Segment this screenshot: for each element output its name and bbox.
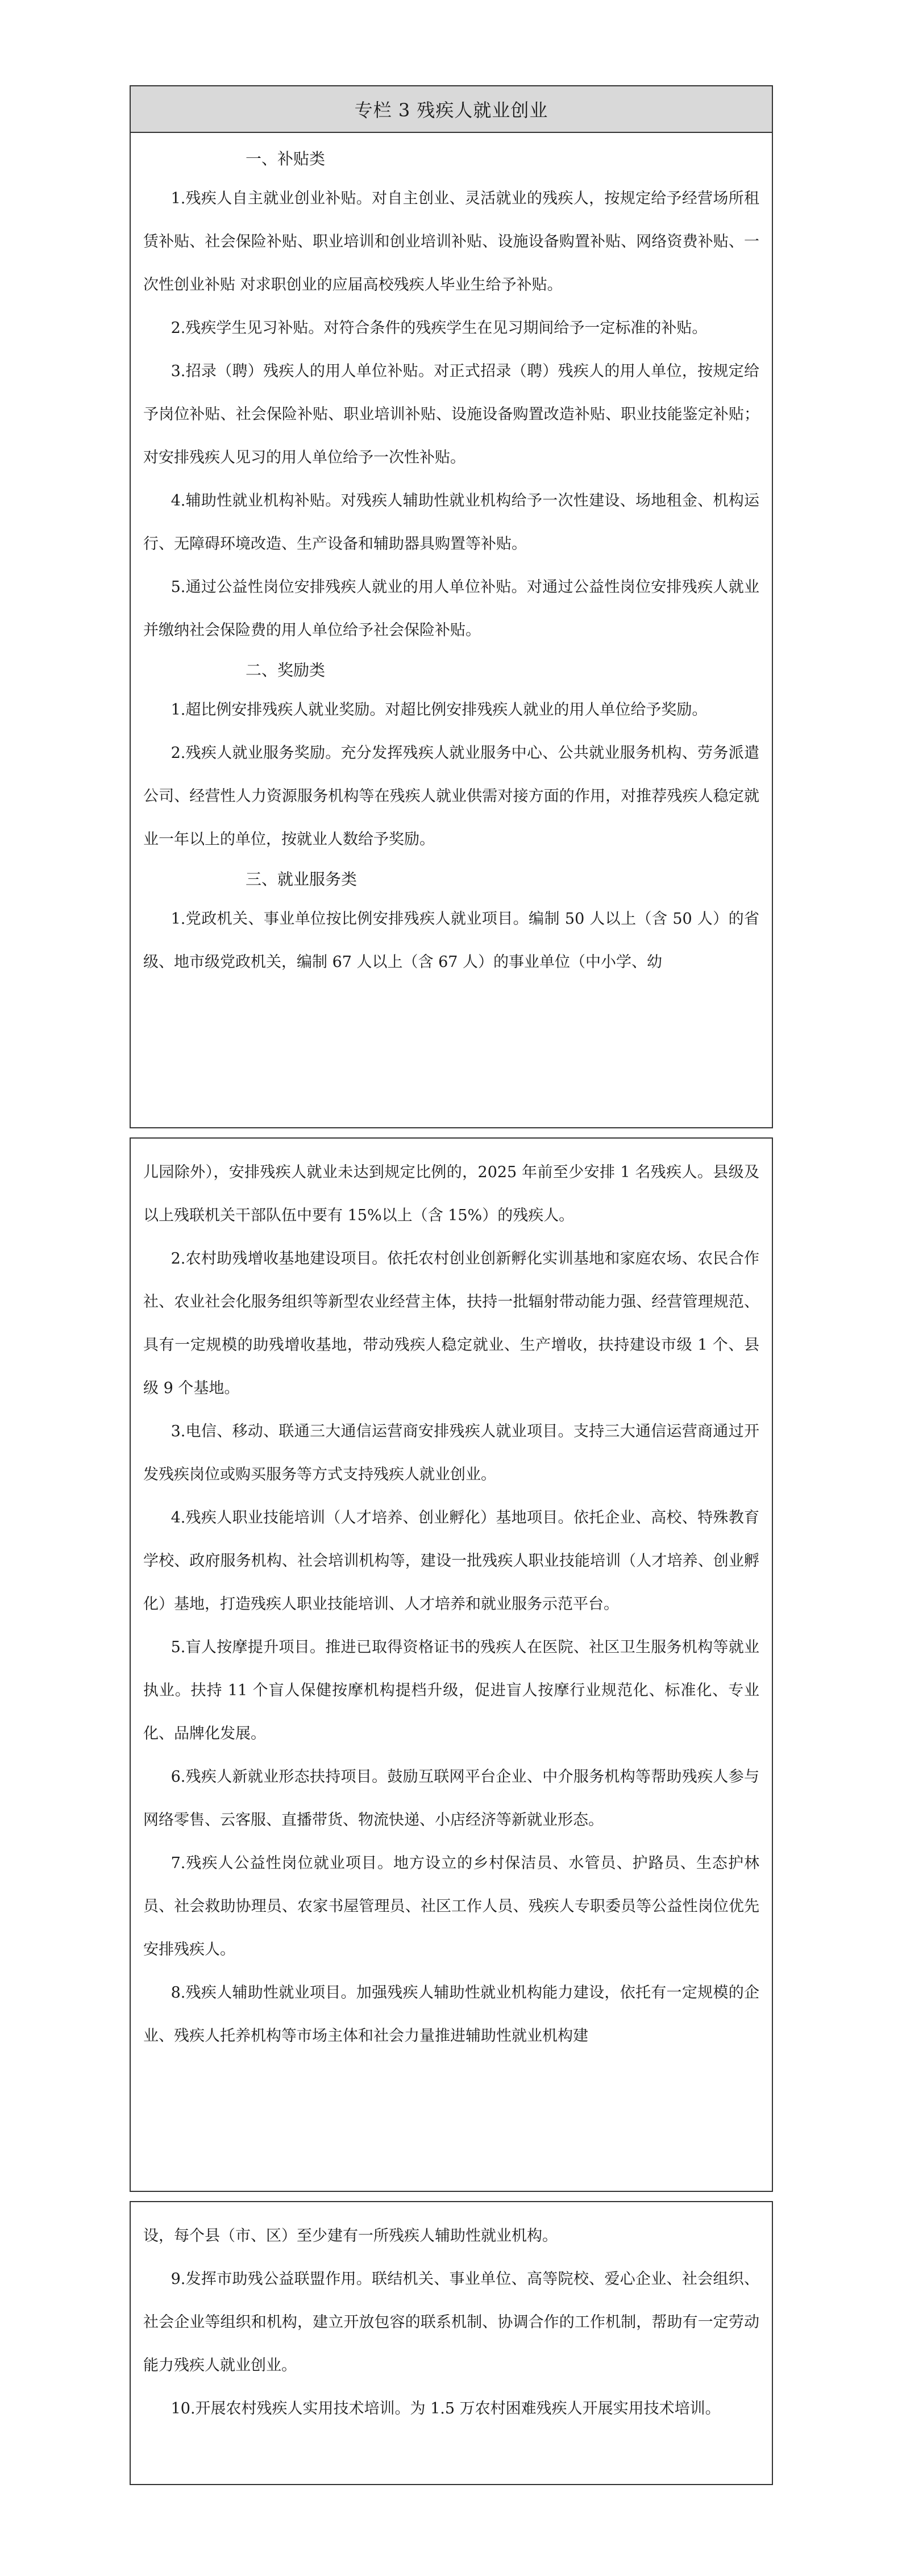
paragraph-continued: 儿园除外），安排残疾人就业未达到规定比例的，2025 年前至少安排 1 名残疾人。县级及以上残联机关干部队伍中要有 15%以上（含 15%）的残疾人。 [143,1164,759,1224]
paragraph: 3.电信、移动、联通三大通信运营商安排残疾人就业项目。支持三大通信运营商通过开发残疾岗位或购买服务等方式支持残疾人就业创业。 [143,1423,759,1483]
box3-content [131,2202,772,2431]
section-heading: 二、奖励类 [246,661,326,680]
paragraph: 6.残疾人新就业形态扶持项目。鼓励互联网平台企业、中介服务机构等帮助残疾人参与网络零售、云客服、直播带货、物流快递、小店经济等新就业形态。 [143,1768,759,1829]
paragraph: 2.残疾学生见习补贴。对符合条件的残疾学生在见习期间给予一定标准的补贴。 [171,319,708,337]
column-title: 专栏 3 残疾人就业创业 [131,86,772,133]
paragraph: 1.超比例安排残疾人就业奖励。对超比例安排残疾人就业的用人单位给予奖励。 [171,701,708,719]
paragraph: 2.残疾人就业服务奖励。充分发挥残疾人就业服务中心、公共就业服务机构、劳务派遣公司、经营性人力资源服务机构等在残疾人就业供需对接方面的作用，对推荐残疾人稳定就业一年以上的单位，按就业人数给予奖励。 [143,744,759,848]
paragraph: 10.开展农村残疾人实用技术培训。为 1.5 万农村困难残疾人开展实用技术培训。 [171,2400,721,2417]
paragraph: 4.残疾人职业技能培训（人才培养、创业孵化）基地项目。依托企业、高校、特殊教育学校、政府服务机构、社会培训机构等，建设一批残疾人职业技能培训（人才培养、创业孵化）基地，打造残疾人职业技能培训、人才培养和就业服务示范平台。 [143,1509,759,1613]
paragraph: 2.农村助残增收基地建设项目。依托农村创业创新孵化实训基地和家庭农场、农民合作社、农业社会化服务组织等新型农业经营主体，扶持一批辐射带动能力强、经营管理规范、具有一定规模的助残增收基地，带动残疾人稳定就业、生产增收，扶持建设市级 1 个、县级 9 个基地。 [143,1250,759,1397]
paragraph: 7.残疾人公益性岗位就业项目。地方设立的乡村保洁员、水管员、护路员、生态护林员、社会救助协理员、农家书屋管理员、社区工作人员、残疾人专职委员等公益性岗位优先安排残疾人。 [143,1854,759,1958]
paragraph: 8.残疾人辅助性就业项目。加强残疾人辅助性就业机构能力建设，依托有一定规模的企业、残疾人托养机构等市场主体和社会力量推进辅助性就业机构建 [143,1984,759,2045]
column-box-part-3 [130,2201,773,2485]
paragraph: 9.发挥市助残公益联盟作用。联结机关、事业单位、高等院校、爱心企业、社会组织、社会企业等组织和机构，建立开放包容的联系机制、协调合作的工作机制，帮助有一定劳动能力残疾人就业创业。 [143,2270,759,2374]
paragraph: 4.辅助性就业机构补贴。对残疾人辅助性就业机构给予一次性建设、场地租金、机构运行、无障碍环境改造、生产设备和辅助器具购置等补贴。 [143,492,759,553]
box2-content [131,1139,772,2058]
paragraph: 5.盲人按摩提升项目。推进已取得资格证书的残疾人在医院、社区卫生服务机构等就业执业。扶持 11 个盲人保健按摩机构提档升级，促进盲人按摩行业规范化、标准化、专业化、品牌化发展。 [143,1639,759,1743]
paragraph: 1.党政机关、事业单位按比例安排残疾人就业项目。编制 50 人以上（含 50 人）的省级、地市级党政机关，编制 67 人以上（含 67 人）的事业单位（中小学、幼 [143,910,759,971]
paragraph: 5.通过公益性岗位安排残疾人就业的用人单位补贴。对通过公益性岗位安排残疾人就业并缴纳社会保险费的用人单位给予社会保险补贴。 [143,578,759,639]
paragraph: 1.残疾人自主就业创业补贴。对自主创业、灵活就业的残疾人，按规定给予经营场所租赁补贴、社会保险补贴、职业培训和创业培训补贴、设施设备购置补贴、网络资费补贴、一次性创业补贴 对求职创业的应届高校残疾人毕业生给予补贴。 [143,190,759,294]
box1-content [131,133,772,984]
paragraph: 3.招录（聘）残疾人的用人单位补贴。对正式招录（聘）残疾人的用人单位，按规定给予岗位补贴、社会保险补贴、职业培训补贴、设施设备购置改造补贴、职业技能鉴定补贴；对安排残疾人见习的用人单位给予一次性补贴。 [143,362,759,466]
paragraph-continued: 设，每个县（市、区）至少建有一所残疾人辅助性就业机构。 [143,2227,558,2245]
section-heading: 三、就业服务类 [246,870,358,889]
column-box-part-2 [130,1137,773,2192]
column-box-part-1 [130,85,773,1128]
section-heading: 一、补贴类 [246,149,326,168]
